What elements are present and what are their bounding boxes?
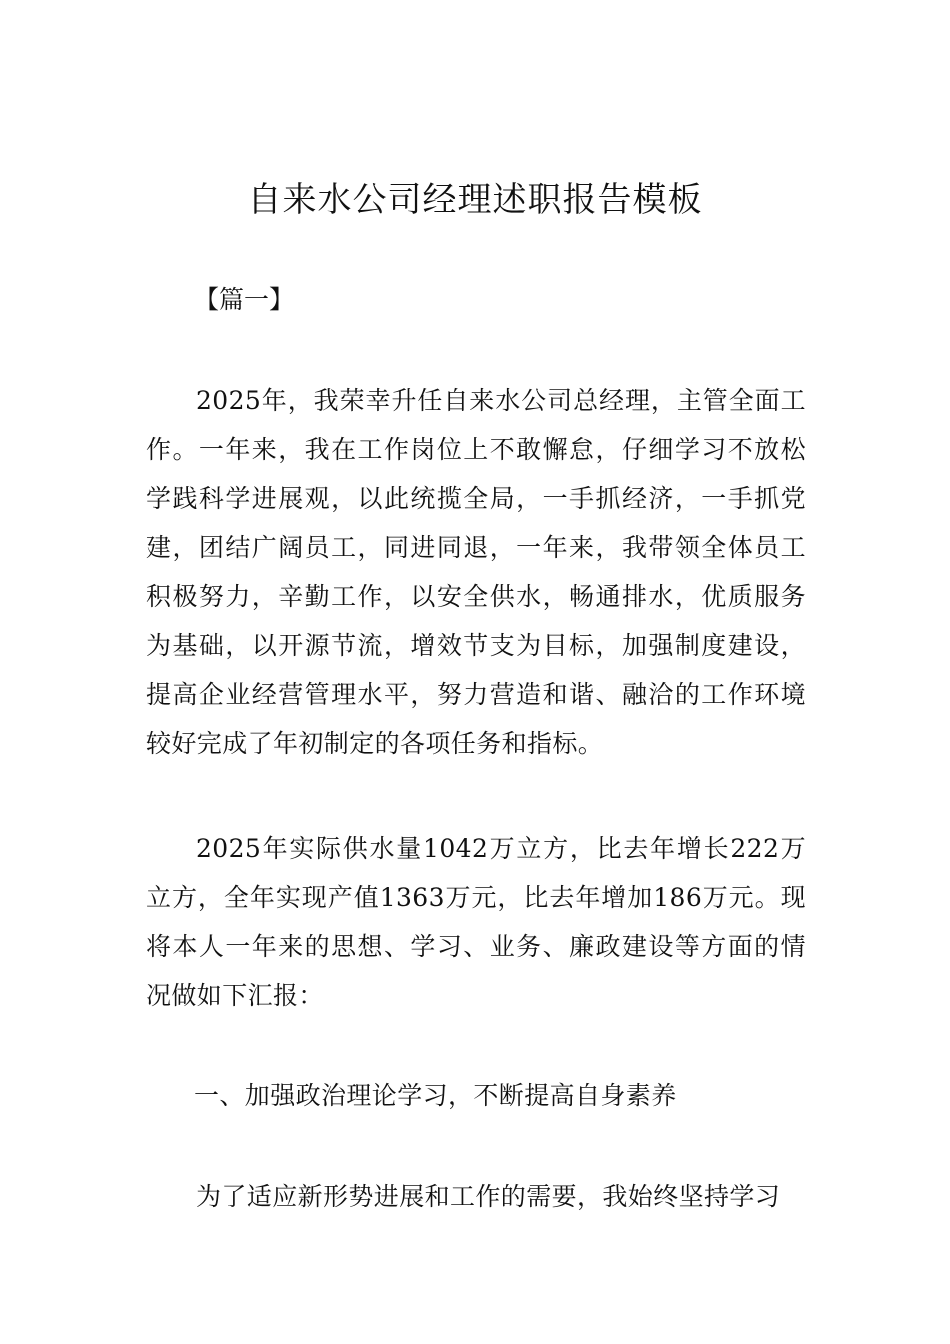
paragraph-intro: 2025年，我荣幸升任自来水公司总经理，主管全面工作。一年来，我在工作岗位上不敢懈怠，仔细学习不放松学践科学进展观，以此统揽全局，一手抓经济，一手抓党建，团结广阔员工，同进同退，一年来，我带领全体员工积极努力，辛勤工作，以安全供水，畅通排水，优质服务为基础，以开源节流，增效节支为目标，加强制度建设，提高企业经营管理水平，努力营造和谐、融洽的工作环境较好完成了年初制定的各项任务和指标。: [146, 386, 806, 758]
paragraph-section-body: 为了适应新形势进展和工作的需要，我始终坚持学习: [196, 1182, 781, 1211]
section-label: 【篇一】: [194, 285, 295, 314]
section-heading: 一、加强政治理论学习，不断提高自身素养: [194, 1081, 677, 1110]
paragraph-statistics: 2025年实际供水量1042万立方，比去年增长222万立方，全年实现产值1363万元，比去年增加186万元。现将本人一年来的思想、学习、业务、廉政建设等方面的情况做如下汇报：: [146, 834, 806, 1010]
document-title: 自来水公司经理述职报告模板: [247, 180, 703, 220]
